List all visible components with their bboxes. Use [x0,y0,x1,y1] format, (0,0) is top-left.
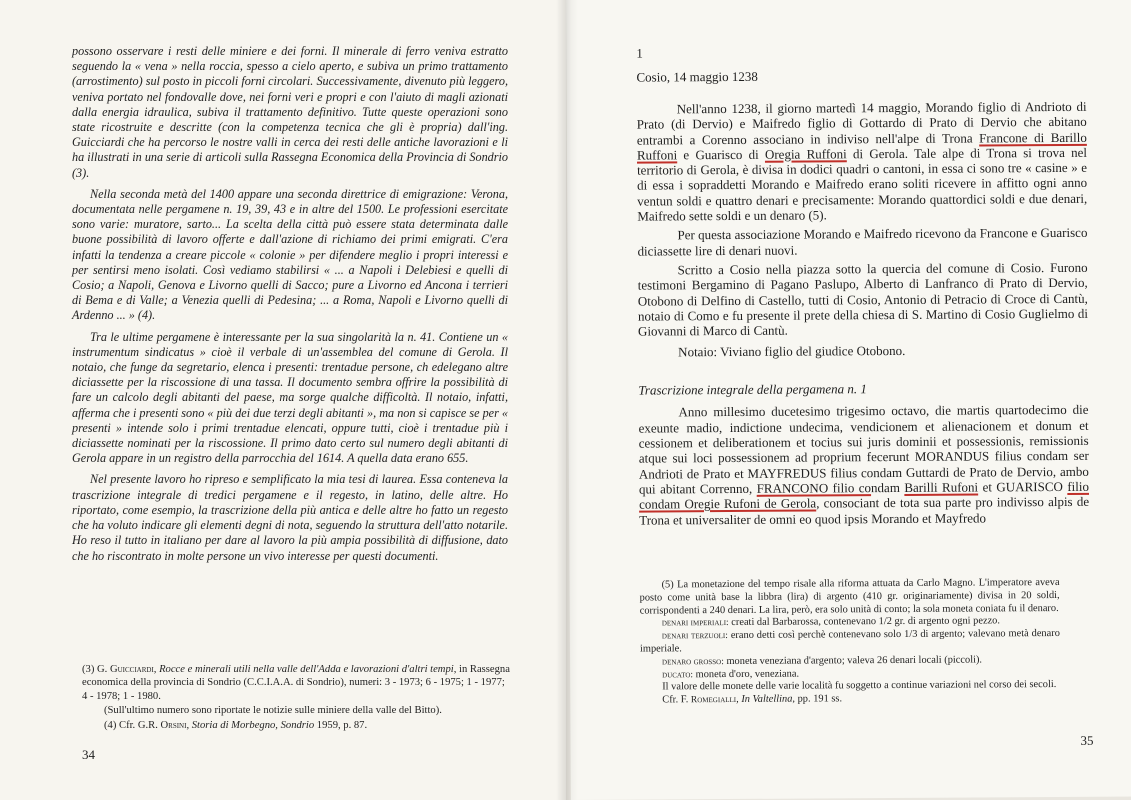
footnote-5-terzuoli [640,628,1060,656]
footnote-5-intro: (5) La monetazione del tempo risale alla riforma attuata da Carlo Magno. L'imperatore aveva posto come unità base la libbra (lira) di argento (410 gr. originariamente) divisa in 20 soldi, corrispondenti a 240 denari. La lira, però, era solo unità di conto; la sola moneta coniata fu il denaro. [639,576,1060,617]
text-grosso: moneta veneziana d'argento; valeva 26 denari locali (piccoli). [723,654,983,667]
cfr-author: Romegialli [690,695,737,706]
latin-transcription [638,402,1089,527]
right-page [566,0,1131,800]
underlined-oregie-rufoni: filio condam Oregie Rufoni de Gerola [639,478,1090,512]
notary-line: Notaio: Viviano figlio del giudice Otobono. [678,343,906,360]
section-title: Trascrizione integrale della pergamena n. 1 [638,381,867,399]
footnote-4 [82,719,512,732]
text-terzuoli: erano detti così perchè contenevano solo 1/3 di argento; valevano metà denaro imperiale. [639,628,1060,655]
text-ducato: moneta d'oro, veneziana. [692,668,800,680]
cfr-rest: , pp. 191 ss. [792,693,843,705]
left-paragraph-3: Tra le ultime pergamene è interessante per la sua singolarità la n. 41. Contiene un « instrumentum sindicatus » cioè il verbale di un'assemblea del comune di Gerola. Il notaio, che funge da segretario, elenca i presenti: trentadue persone, ch edelegano altre diciassette per la riscossione di una tassa. Il documento sembra offrire la possibilità di fare un calcolo degli abitanti del paese, ma sorge qualche difficoltà. Il notaio, infatti, afferma che i presenti sono « più dei due terzi degli abitanti », ma non si capisce se per « presenti » intende solo i primi trentadue elencati, oppure tutti, cioè i trentadue più i diciassette nominati per la riscossione. Il primo dato certo sul numero degli abitanti di Gerola appare in un registro della parrocchia del 1614. A quella data erano 655. [72,329,508,466]
cfr-title: , In Valtellina [736,693,793,706]
regesto-paragraph-2: Per questa associazione Morando e Maifredo ricevono da Francone e Guarisco diciassette lire di denari nuovi. [637,225,1088,259]
regesto-text-b: e Guarisco di [677,146,765,163]
left-paragraph-1: possono osservare i resti delle miniere e dei forni. Il minerale di ferro veniva estratto seguendo la « vena » nella roccia, spesso a cielo aperto, e subiva un primo trattamento (arrostimento) sul posto in piccoli forni circolari. Successivamente, divenuto più leggero, veniva portato nel fondovalle dove, nei forni veri e propri e con l'aiuto di magli azionati dalla energia idraulica, subiva il trattamento definitivo. Tutte queste operazioni sono state ricostruite e descritte (con la competenza tecnica che gli è propria) dall'ing. Guicciardi che ha percorso le nostre valli in cerca dei resti delle antiche lavorazioni e li ha illustrati in una serie di articoli sulla Rassegna Economica della Provincia di Sondrio (3). [72,44,508,180]
label-grosso: denaro grosso: [662,656,724,668]
footnote-5-variations: Il valore delle monete delle varie località fu soggetto a continue variazioni nel corso dei secoli. [662,679,1057,693]
latin-text-b: ndam [870,479,905,496]
label-imperiali: denari imperiali: [661,618,729,629]
right-page-number: 35 [1080,732,1094,748]
text-imperiali: creati dal Barbarossa, contenevano 1/2 gr. di argento ogni pezzo. [728,615,1001,629]
underlined-name-oregia: Oregia Ruffoni [764,146,847,162]
cfr-prefix: Cfr. F. [662,694,691,706]
left-footnotes [82,663,512,733]
footnote-3-note: (Sull'ultimo numero sono riportate le notizie sulle miniere della valle del Bitto). [104,705,442,717]
underlined-name-francone: Francone di Barillo Ruffoni [636,129,1087,163]
footnote-3 [82,663,512,703]
left-paragraph-4: Nel presente lavoro ho ripreso e semplificato la mia tesi di laurea. Essa conteneva la trascrizione integrale di tredici pergamene e il regesto, in latino, delle altre. Ho riportato, come esempio, la trascrizione della più antica e delle altre ho fatto un regesto che ha voluto indicare gli elementi degni di nota, seguendo la struttura dell'atto notarile. Ho reso il tutto in italiano per dare al lavoro la più ampia possibilità di diffusione, dato che ho riscontrato in molte persone un vivo interesse per questi documenti. [72,472,508,563]
underlined-francono: FRANCONO filio co [756,480,872,496]
regesto-paragraph-3: Scritto a Cosio nella piazza sotto la quercia del comune di Cosio. Furono testimoni Bergamino di Pagano Paslupo, Alberto di Lanfranco di Prato di Dervio, Otobono di Delfino di Castello, tutti di Cosio, Antonio di Petracio di Croce di Cantù, notaio di Como e fu presente il prete della chiesa di S. Martino di Cosio Guglielmo di Giovanni di Marco di Cantù. [637,259,1088,339]
latin-text-a: Anno millesimo ducetesimo trigesimo octavo, die martis quartodecimo die exeunte madio, indictione undecima, vendicionem et alienacionem et donum et cessionem et deliberationem et tocius sui juris dominii et possessionis, remissionis atque sui loci possessionem ad proprium fecerunt MORANDUS filius condam ser Andrioti de Prato et MAYFREDUS filius condam Guttardi de Prato de Dervio, ambo qui abitant Correnno, [638,402,1089,497]
footnote-5-cfr [640,692,1060,707]
label-ducato: ducato: [662,669,694,681]
footnote-3-rest: , in Rassegna economica della provincia di Sondrio (C.C.I.A.A. di Sondrio), numeri: 3 - 1973; 6 - 1975; 1 - 1977; 4 - 1978; 1 - 1980. [82,664,510,702]
footnote-3-title: , Rocce e minerali utili nella valle dell'Adda e lavorazioni d'altri tempi [153,664,454,675]
footnote-4-author: Orsini [160,719,187,731]
underlined-barilli-rufoni: Barilli Rufoni [904,479,979,495]
footnote-4-prefix: (4) Cfr. G.R. [104,719,161,731]
footnote-3-author: Guicciardi [109,664,154,675]
regesto-text-a: Nell'anno 1238, il giorno martedì 14 maggio, Morando figlio di Andrioto di Prato (di Dervio) e Maifredo figlio di Gottardo di Prato di Dervio che abitano entrambi a Corenno associano in indiviso nell'alpe di Trona [636,98,1087,148]
regesto-paragraph-1 [637,99,1088,224]
book-gutter-shadow [556,0,578,800]
document-place-date: Cosio, 14 maggio 1238 [636,68,758,85]
left-page-number: 34 [82,747,95,762]
footnote-4-title: , Storia di Morbegno, Sondrio [186,719,315,731]
right-footnote [640,577,1061,708]
latin-text-d: , consociant de tota sua parte pro indivisso alpis de Trona et universaliter de omni eo quod ipsis Morando et Mayfredo [639,494,1090,528]
label-terzuoli: denari terzuoli: [661,631,728,642]
footnote-4-rest: 1959, p. 87. [314,719,368,731]
left-paragraph-2: Nella seconda metà del 1400 appare una seconda direttrice di emigrazione: Verona, documentata nelle pergamene n. 19, 39, 43 e in altre del 1500. Le professioni esercitate sono varie: muratore, sarto... La scelta della città può essere stata determinata dalle buone possibilità di lavoro offerte e dall'azione di richiamo dei primi emigrati. C'era infatti la tendenza a creare piccole « colonie » per difendere meglio i propri interessi e per sentirsi meno isolati. Così vediamo stabilirsi « ... a Napoli i Delebiesi e quelli di Cosio; a Napoli, Genova e Livorno quelli di Sacco; pure a Livorno ed Ancona i terrieri di Bema e di Valle; a Venezia quelli di Pedesina; ... a Roma, Napoli e Livorno quelli di Ardenno ... » (4). [72,186,508,323]
document-number: 1 [636,45,643,61]
regesto-text-c: di Gerola. Tale alpe di Trona si trova nel territorio di Gerola, è divisa in dodici quadri o cantoni, in essa ci sono tre « casine » e di essa i sopraddetti Morando e Maifredo erano soliti ricevere in affitto ogni anno ventun soldi e quattro denari e precisamente: Morando quattordici soldi e due denari, Maifredo sette soldi e un denaro (5). [636,144,1088,224]
latin-text-c: et GUARISCO [978,478,1068,495]
footnote-3-prefix: (3) G. [82,664,110,675]
